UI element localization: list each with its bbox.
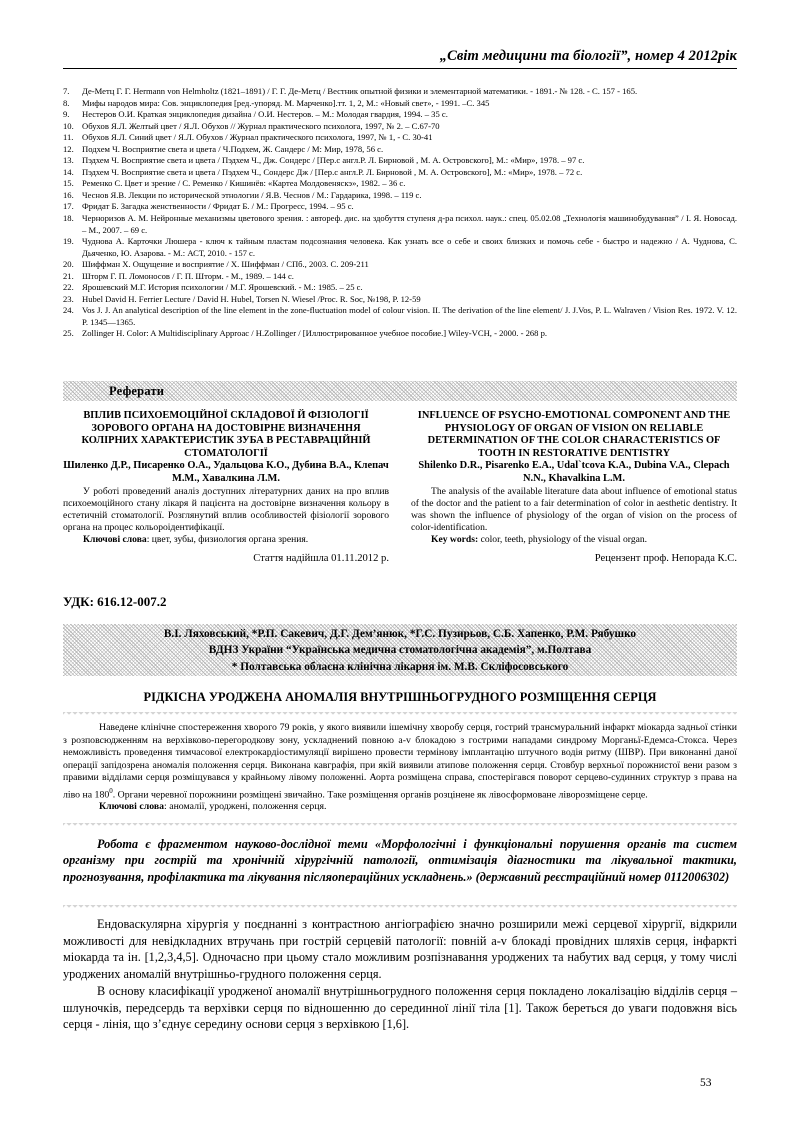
reference-text: Пэдхем Ч. Восприятие света и цвета / Пэдхем Ч., Дж. Сондерс / [Пер.с англ.Р. Л. Бирновой , М. А. Островского], М.: «Мир», 1978. – 97 с. xyxy=(82,155,585,166)
reference-number: 23. xyxy=(63,293,74,304)
abstract-en-keywords xyxy=(411,534,737,546)
abstract-uk-authors: Шиленко Д.Р., Писаренко О.А., Удальцова К.О., Дубина В.А., Клепач М.М., Хавалкина Л.М. xyxy=(63,460,389,485)
reference-item xyxy=(63,328,737,340)
article-title: РІДКІСНА УРОДЖЕНА АНОМАЛІЯ ВНУТРІШНЬОГРУДНОГО РОЗМІЩЕННЯ СЕРЦЯ xyxy=(143,690,657,704)
reference-number: 9. xyxy=(63,109,70,120)
article-body-paragraph: В основу класифікації уродженої аномалії внутрішньогрудного положення серця покладено локалізацію відділів серця – шлуночків, передсердь та верхівки серця по відношенню до серединної лінії тіла [1]. Також береться до уваги подовжня вісь серця - лінія, що з’єднує середину основи серця з верхівкою [1,6]. xyxy=(63,983,737,1032)
bilingual-abstract xyxy=(63,410,737,566)
header-divider xyxy=(63,68,737,69)
abstract-en-title: INFLUENCE OF PSYCHO-EMOTIONAL COMPONENT AND THE PHYSIOLOGY OF ORGAN OF VISION ON RELIABLE DETERMINATION OF THE COLOR CHARACTERISTICS OF TOOTH IN RESTORATIVE DENTISTRY xyxy=(417,410,731,459)
reference-item xyxy=(63,132,737,144)
reference-item xyxy=(63,144,737,156)
abstract-en-keywords-label: Key words: xyxy=(431,534,479,546)
abstract-uk-title: ВПЛИВ ПСИХОЕМОЦІЙНОЇ СКЛАДОВОЇ Й ФІЗІОЛОГІЇ ЗОРОВОГО ОРГАНА НА ДОСТОВІРНЕ ВИЗНАЧЕННЯ КОЛІРНИХ ХАРАКТЕРИСТИК ЗУБА В РЕСТАВРАЦІЙНІЙ СТОМАТОЛОГІЇ xyxy=(81,410,371,459)
reference-number: 15. xyxy=(63,178,74,189)
abstract-en-body: The analysis of the available literature data about influence of emotional status of the doctor and the patient to a fair determination of color in aesthetic dentistry. It was shown the influence of physiology of the organ of vision on the process of color-identification. xyxy=(411,485,737,534)
article-author-line: В.І. Ляховський, *Р.П. Сакевич, Д.Г. Дем’янюк, *Г.С. Пузирьов, С.Б. Хапенко, Р.М. Рябушко xyxy=(163,628,637,640)
reference-item xyxy=(63,86,737,98)
abstracts-section-band xyxy=(63,381,737,401)
reference-number: 14. xyxy=(63,166,74,177)
abstract-uk-footer: Стаття надійшла 01.11.2012 р. xyxy=(253,552,389,564)
article-body-paragraph: Ендоваскулярна хірургія у поєднанні з контрастною ангіографією значно розширили межі серцевої хірургії, відкрили можливості для невідкладних втручань при гострій серцевій патології: повній a-v блокаді провідних шляхів серця, інфаркті міокарда та ін. [1,2,3,4,5]. Одночасно при цьому стало можливим розпізнавання уроджених та набутих вад серця, у тому числі уроджених аномалій внутрішньо-грудного положення серця. xyxy=(63,917,737,982)
reference-item xyxy=(63,271,737,283)
abstract-column-ukrainian xyxy=(63,410,389,566)
reference-text: Обухов Я.Л. Желтый цвет / Я.Л. Обухов // Журнал практического психолога, 1997, № 2. – С.67-70 xyxy=(82,120,440,131)
reference-text: Де-Метц Г. Г. Hermann von Helmholtz (1821–1891) / Г. Г. Де-Метц / Вестник опытной физики и элементарной математики. - 1891.- № 128. - С. 157 - 165. xyxy=(82,86,638,96)
abstract-en-authors: Shilenko D.R., Pisarenko E.A., Udal`tcova K.A., Dubina V.A., Clepach N.N., Khavalkina L.M. xyxy=(418,460,730,485)
reference-text: Пэдхем Ч. Восприятие света и цвета / Пэдхем Ч., Сондерс Дж / [Пер.с англ.Р. Л. Бирновой , М. А. Островского], М.: «Мир», 1978. – 72 с. xyxy=(82,166,583,177)
reference-text: Hubel David H. Ferrier Lecture / David H. Hubel, Torsen N. Wiesel /Proc. R. Soc, №198, P. 12-59 xyxy=(82,293,421,304)
reference-text: Нестеров О.И. Краткая энциклопедия дизайна / О.И. Нестеров. – М.: Молодая гвардия, 1994. – 35 с. xyxy=(82,109,448,120)
reference-item xyxy=(63,155,737,167)
reference-item xyxy=(63,259,737,271)
article-author-band xyxy=(63,624,737,676)
zigzag-divider-middle xyxy=(63,823,737,829)
reference-item xyxy=(63,305,737,328)
reference-item xyxy=(63,282,737,294)
reference-text: Zollinger H. Color: A Multidisciplinary Approac / H.Zollinger / [Иллюстрированное учебное пособие.] Wiley-VCH, - 2000. - 268 p. xyxy=(82,328,548,339)
article-author-line: ВДНЗ України “Українська медична стоматологічна академія”, м.Полтава xyxy=(208,644,592,657)
reference-number: 7. xyxy=(63,86,70,96)
reference-text: Ременко С. Цвет и зрение / С. Ременко / Кишинёв: «Картеа Молдовеняскэ», 1982. – 36 с. xyxy=(82,178,406,189)
research-theme-note: Робота є фрагментом науково-дослідної теми «Морфологічні і функціональні порушення органів та систем організму при гострій та хронічній хірургічній патології, оптимізація діагностики та лікувальної тактики, прогнозування, профілактика та лікування післяопераційних ускладнень.» (державний реєстраційний номер 0112006302) xyxy=(63,837,737,884)
reference-number: 17. xyxy=(63,201,74,212)
reference-text: Чуднова А. Карточки Люшера - ключ к тайным пластам подсознания человека. Как узнать все о себе и своих близких и помочь себе - быстро и надежно / А. Чуднова, С. Дьяченко, Ю. Азарова. - М.: АСТ, 2010. - 157 с. xyxy=(82,236,737,258)
reference-text: Подхем Ч. Восприятие света и цвета / Ч.Подхем, Ж. Сандерс / М: Мир, 1978, 56 с. xyxy=(82,143,384,154)
abstract-uk-keywords xyxy=(63,534,389,546)
reference-item xyxy=(63,294,737,306)
abstract-en-keywords-text: color, teeth, physiology of the visual organ. xyxy=(478,534,648,546)
reference-number: 8. xyxy=(63,97,70,108)
reference-text: Черноризов А. М. Нейронные механизмы цветового зрения. : автореф. дис. на здобуття ступеня д-ра психол. наук.: спец. 05.02.08 „Технологія машинобудування” / І. Я. Новосад. – М., 2007. – 69 с. xyxy=(82,213,737,235)
reference-number: 12. xyxy=(63,143,74,154)
abstracts-section-label: Реферати xyxy=(109,384,165,398)
reference-number: 20. xyxy=(63,259,74,270)
article-author-line: * Полтавська обласна клінічна лікарня ім. М.В. Скліфосовського xyxy=(231,660,569,673)
article-keywords xyxy=(63,801,737,814)
zigzag-divider-top xyxy=(63,712,737,718)
abstract-uk-keywords-text: : цвет, зубы, физиология органа зрения. xyxy=(146,534,309,546)
reference-text: Шторм Г. П. Ломоносов / Г. П. Шторм. - М., 1989. – 144 с. xyxy=(82,270,294,281)
article-body xyxy=(63,916,737,1033)
reference-number: 25. xyxy=(63,328,74,339)
reference-number: 24. xyxy=(63,305,74,316)
article-summary xyxy=(63,722,737,814)
reference-item xyxy=(63,178,737,190)
reference-item xyxy=(63,98,737,110)
reference-number: 10. xyxy=(63,120,74,131)
reference-text: Чеснов Я.В. Лекции по исторической этнологии / Я.В. Чеснов / М.: Гардарика, 1998. – 119 с. xyxy=(82,189,422,200)
zigzag-divider-bottom xyxy=(63,905,737,911)
journal-title: „Світ медицини та біології”, номер 4 2012рік xyxy=(439,48,737,64)
reference-text: Мифы народов мира: Сов. энциклопедия [ред.-упоряд. М. Марченко].тт. 1, 2, М.: «Новый свет», - 1991. –С. 345 xyxy=(82,97,490,108)
article-keywords-label: Ключові слова xyxy=(99,801,165,813)
reference-item xyxy=(63,190,737,202)
reference-number: 22. xyxy=(63,282,74,293)
reference-item xyxy=(63,109,737,121)
reference-text: Фридат Б. Загадка женственности / Фридат Б. / М.: Прогресс, 1994. – 95 с. xyxy=(82,201,354,212)
reference-list xyxy=(63,86,737,340)
reference-number: 13. xyxy=(63,155,74,166)
reference-item xyxy=(63,167,737,179)
reference-number: 11. xyxy=(63,132,74,143)
article-summary-tail: . Органи черевної порожнини розміщені звичайно. Таке розміщення органів розцінене як лівосформоване ліворозміщене серце. xyxy=(112,788,648,800)
page-number: 53 xyxy=(700,1077,712,1089)
reference-item xyxy=(63,121,737,133)
abstract-column-english xyxy=(411,410,737,566)
reference-item xyxy=(63,213,737,236)
reference-text: Vos J. J. An analytical description of the line element in the zone-fluctuation model of colour vision. II. The derivation of the line element/ J. J.Vos, P. L. Walraven / Vision Res. 1972. V. 12. P. 1345—1365. xyxy=(82,305,737,327)
reference-item xyxy=(63,201,737,213)
reference-number: 18. xyxy=(63,213,74,224)
article-summary-superscript: 0 xyxy=(109,786,113,795)
reference-number: 21. xyxy=(63,270,74,281)
article-summary-main: Наведене клінічне спостереження хворого 79 років, у якого виявили ішемічну хворобу серця, гострий трансмуральний інфаркт міокарда задньої стінки з розповсюдженням на верхівково-перегородкову зону, ускладнений повною a-v блокадою з гострими нападами синдрому Морганьї-Едемса-Стокса. Через неможливість проведення тимчасової електрокардіостимуляції вирішено провести термінову імплантацію штучного водія ритму (ШВР). При виконанні даної операції запідозрена аномалія положення серця. Виконана кавграфія, при якій виявили атипове положення серця. Стовбур верхньої порожнистої вени разом з правими відділами серця розміщувався у крайньому лівому положенні. Аорта розміщена справа, спостерігався поворот серцево-судинних структур з права на ліво на 180 xyxy=(63,722,737,800)
reference-text: Шиффман Х. Ощущение и восприятие / Х. Шиффман / СПб., 2003. С. 209-211 xyxy=(82,259,369,270)
abstract-uk-body: У роботі проведений аналіз доступних літературних даних на про вплив психоемоційного стану лікаря й пацієнта на достовірне визначення кольору в естетичній стоматології. Розглянутий вплив особливостей фізіології зорового органа на процес кольороідентифікації. xyxy=(63,485,389,534)
reference-text: Обухов Я.Л. Синий цвет / Я.Л. Обухов / Журнал практического психолога, 1997, № 1, - С. 30-41 xyxy=(82,132,433,143)
running-header xyxy=(63,48,737,69)
abstract-en-footer: Рецензент проф. Непорада К.С. xyxy=(594,552,737,564)
udc-code: УДК: 616.12-007.2 xyxy=(63,594,167,609)
abstract-uk-keywords-label: Ключові слова xyxy=(83,534,147,546)
reference-number: 16. xyxy=(63,189,74,200)
article-summary-text xyxy=(63,722,737,801)
article-keywords-text: : аномалії, уроджені, положення серця. xyxy=(164,801,327,813)
reference-item xyxy=(63,236,737,259)
reference-text: Ярошевский М.Г. История психологии / М.Г. Ярошевский. - М.: 1985. – 25 с. xyxy=(82,282,363,293)
reference-number: 19. xyxy=(63,236,74,247)
